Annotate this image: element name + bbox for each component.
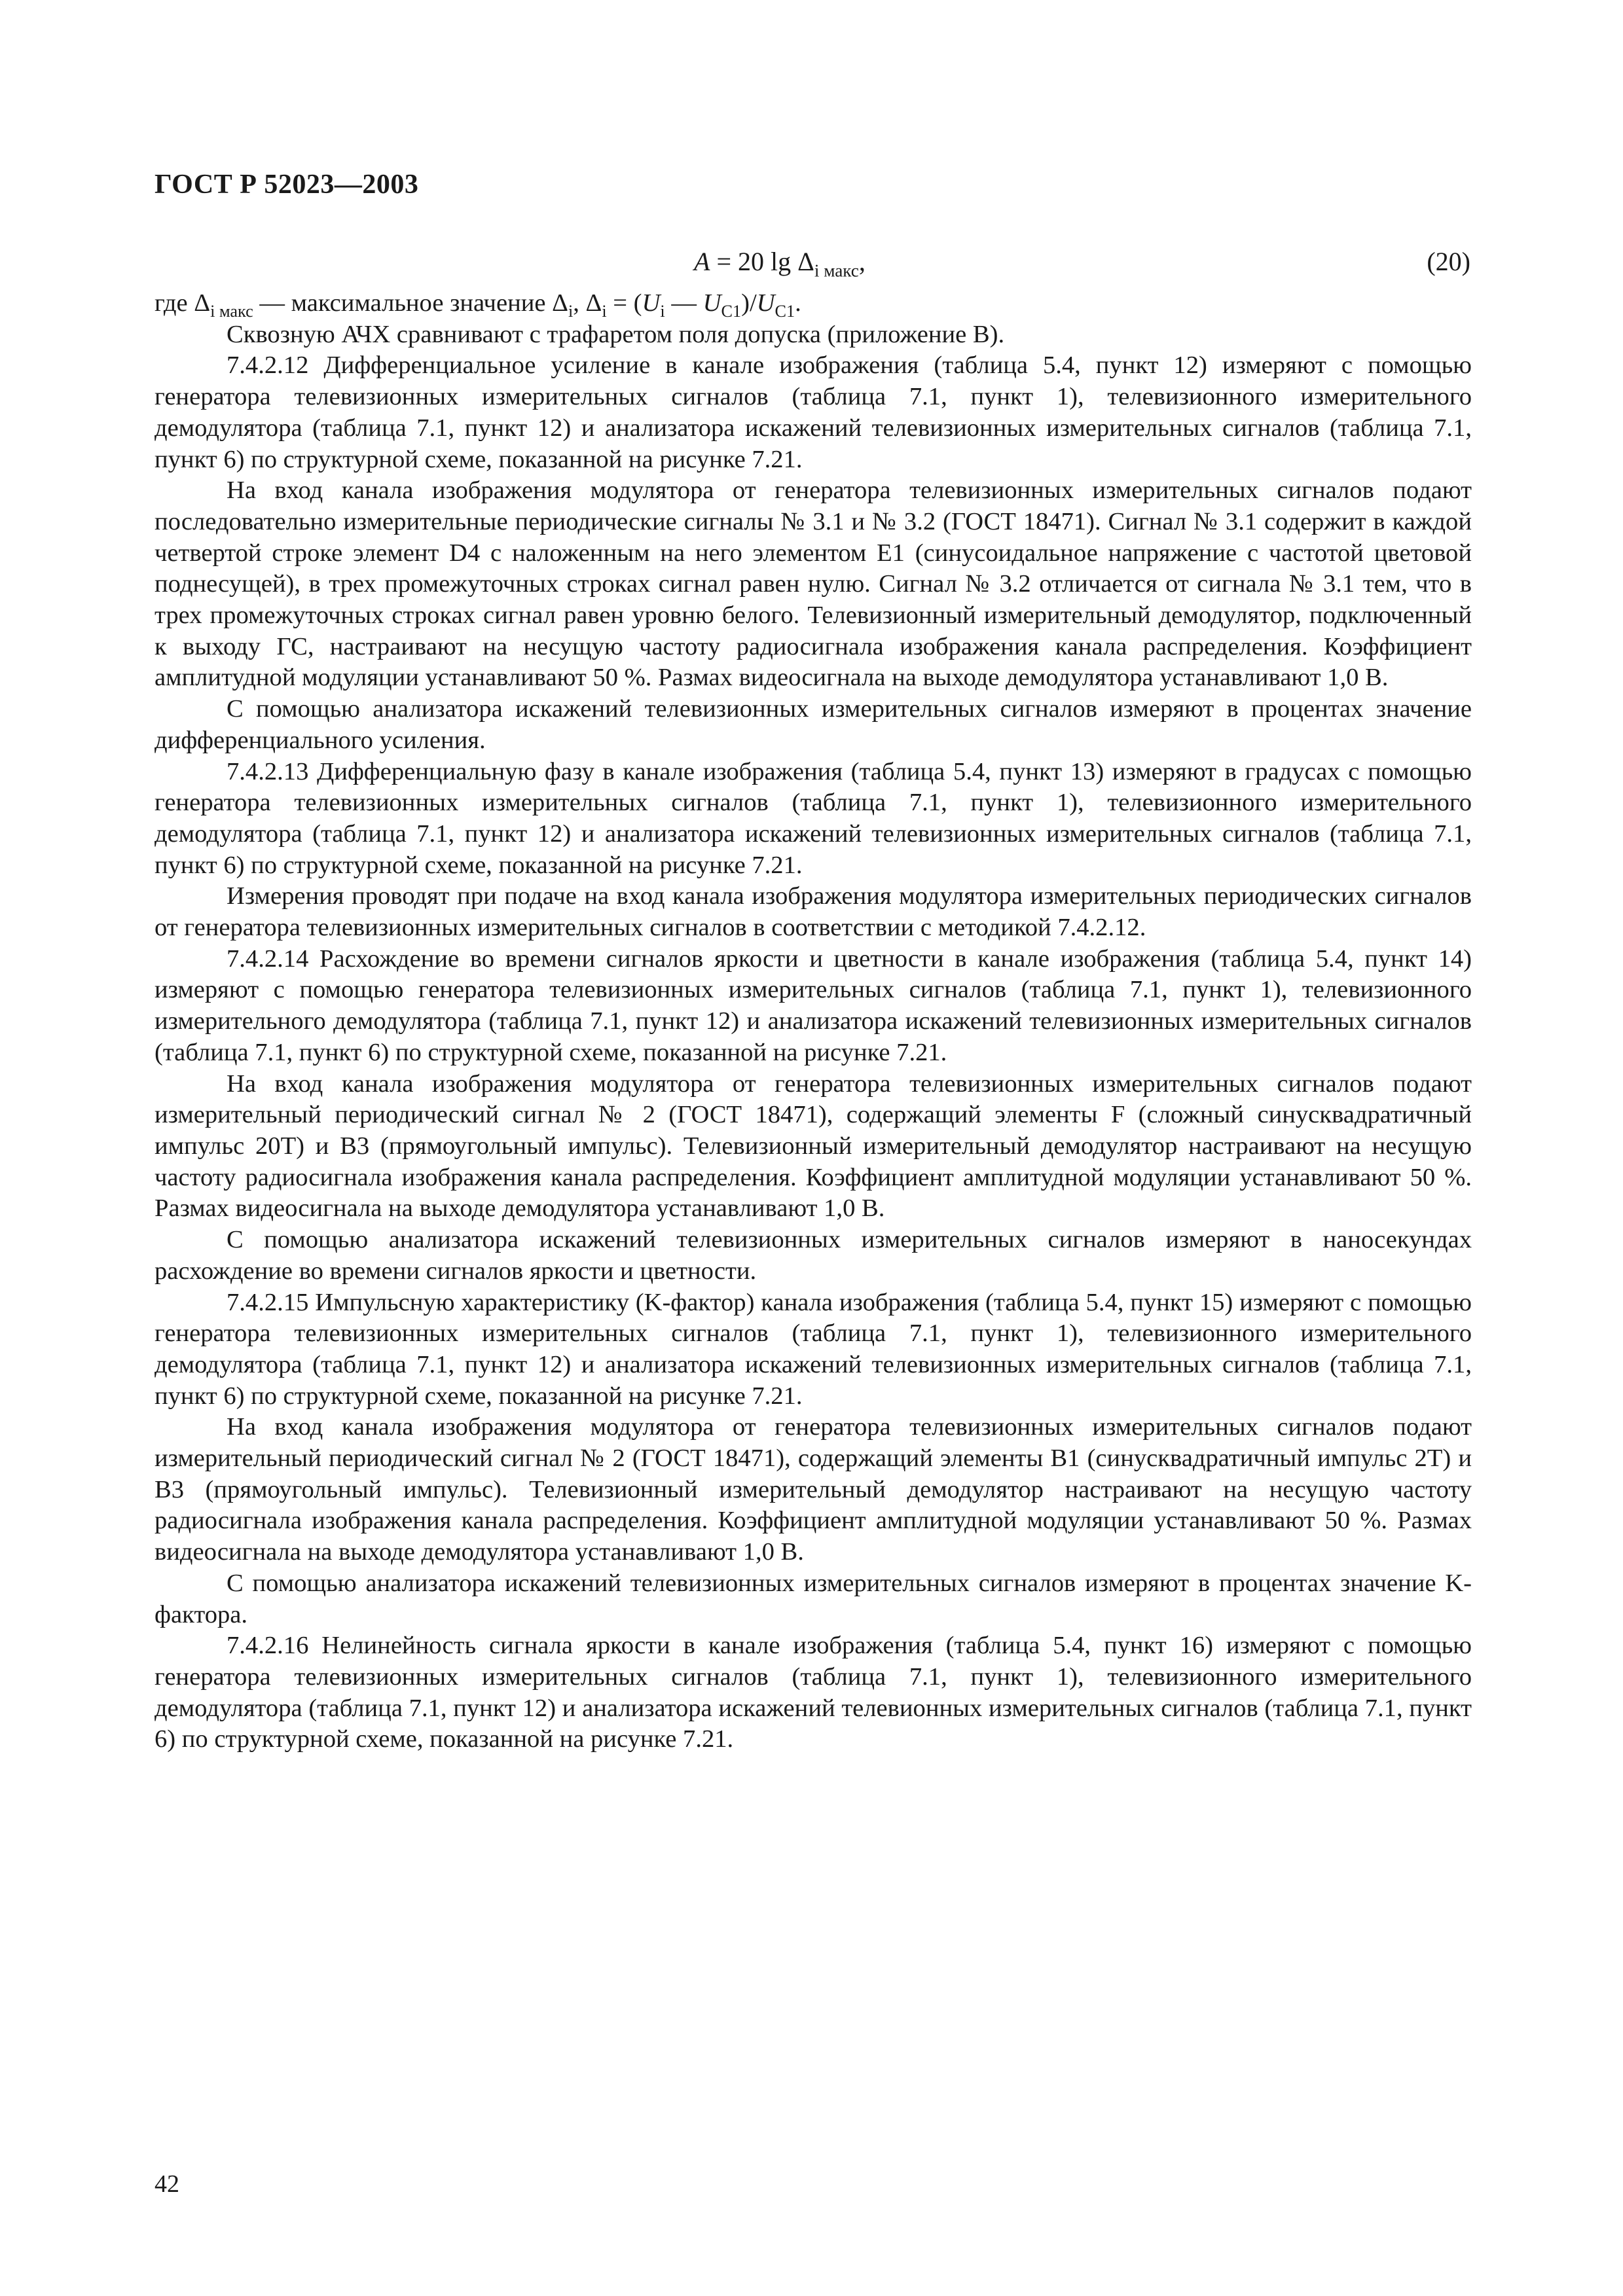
where-text: )/ — [741, 289, 757, 317]
where-sub: C1 — [775, 302, 795, 321]
paragraph-7-4-2-14: 7.4.2.14 Расхождение во времени сигналов яркости и цветности в канале изображения (таблица 5.4, пункт 14) измеряют с помощью генератора телевизионных измерительных сигналов (таблица 7.1, пункт 1), телевизионного измерительного демодулятора (таблица 7.1, пункт 12) и анализатора искажений телевизионных измерительных сигналов (таблица 7.1, пункт 6) по структурной схеме, показанной на рисунке 7.21. — [155, 944, 1472, 1066]
paragraph-7-4-2-15: 7.4.2.15 Импульсную характеристику (K-фактор) канала изображения (таблица 5.4, пункт 15) измеряют с помощью генератора телевизионных измерительных сигналов (таблица 7.1, пункт 1), телевизионного измерительного демодулятора (таблица 7.1, пункт 12) и анализатора искажений телевизионных измерительных сигналов (таблица 7.1, пункт 6) по структурной схеме, показанной на рисунке 7.21. — [155, 1288, 1472, 1410]
formula-lhs: A — [694, 247, 710, 276]
paragraph-7-4-2-12: 7.4.2.12 Дифференциальное усиление в канале изображения (таблица 5.4, пункт 12) измеряют с помощью генератора телевизионных измерительных сигналов (таблица 7.1, пункт 1), телевизионного измерительного демодулятора (таблица 7.1, пункт 12) и анализатора искажений телевизионных измерительных сигналов (таблица 7.1, пункт 6) по структурной схеме, показанной на рисунке 7.21. — [155, 351, 1472, 473]
paragraph: На вход канала изображения модулятора от генератора телевизионных измерительных сигналов подают измерительный периодический сигнал № 2 (ГОСТ 18471), содержащий элементы F (сложный синусквадратичный импульс 20Т) и В3 (прямоугольный импульс). Телевизионный измерительный демодулятор настраивают на несущую частоту радиосигнала изображения канала распределения. Коэффициент амплитудной модуляции устанавливают 50 %. Размах видеосигнала на выходе демодулятора устанавливают 1,0 В. — [155, 1069, 1472, 1223]
where-text: = ( — [606, 289, 642, 317]
formula-number: (20) — [1427, 247, 1470, 276]
where-sub: i — [568, 302, 574, 321]
where-text: , Δ — [573, 289, 602, 317]
where-text: — максимальное значение Δ — [253, 289, 568, 317]
where-sub: i макс — [210, 302, 253, 321]
paragraph: На вход канала изображения модулятора от генератора телевизионных измерительных сигналов подают измерительный периодический сигнал № 2 (ГОСТ 18471), содержащий элементы В1 (синусквадратичный импульс 2Т) и В3 (прямоугольный импульс). Телевизионный измерительный демодулятор настраивают на несущую частоту радиосигнала изображения канала распределения. Коэффициент амплитудной модуляции устанавливают 50 %. Размах видеосигнала на выходе демодулятора устанавливают 1,0 В. — [155, 1413, 1472, 1566]
formula-rhs-prefix: = 20 lg Δ — [710, 247, 814, 276]
paragraph: С помощью анализатора искажений телевизионных измерительных сигналов измеряют в процентах значение дифференциального усиления. — [155, 695, 1472, 754]
paragraph: Сквозную АЧХ сравнивают с трафаретом поля допуска (приложение В). — [227, 320, 1005, 348]
formula-rhs-suffix: , — [858, 247, 866, 276]
where-sub: i — [660, 302, 665, 321]
where-var: U — [642, 289, 661, 317]
page-number: 42 — [155, 2170, 179, 2198]
paragraph-7-4-2-16: 7.4.2.16 Нелинейность сигнала яркости в канале изображения (таблица 5.4, пункт 16) измеряют с помощью генератора телевизионных измерительных сигналов (таблица 7.1, пункт 1), телевизионного измерительного демодулятора (таблица 7.1, пункт 12) и анализатора искажений телевионных измерительных сигналов (таблица 7.1, пункт 6) по структурной схеме, показанной на рисунке 7.21. — [155, 1632, 1472, 1753]
where-sub: C1 — [721, 302, 742, 321]
where-text: где Δ — [155, 289, 211, 317]
paragraph: На вход канала изображения модулятора от генератора телевизионных измерительных сигналов подают последовательно измерительные периодические сигналы № 3.1 и № 3.2 (ГОСТ 18471). Сигнал № 3.1 содержит в каждой четвертой строке элемент D4 с наложенным на него элементом Е1 (синусоидальное напряжение с частотой цветовой поднесущей), в трех промежуточных строках сигнал равен нулю. Сигнал № 3.2 отличается от сигнала № 3.1 тем, что в трех промежуточных строках сигнал равен уровню белого. Телевизионный измерительный демодулятор, подключенный к выходу ГС, настраивают на несущую частоту радиосигнала изображения канала распределения. Коэффициент амплитудной модуляции устанавливают 50 %. Размах видеосигнала на выходе демодулятора устанавливают 1,0 В. — [155, 476, 1472, 692]
where-text: — — [665, 289, 703, 317]
where-var: U — [756, 289, 775, 317]
where-definition — [155, 288, 1472, 319]
paragraph-7-4-2-13: 7.4.2.13 Дифференциальную фазу в канале изображения (таблица 5.4, пункт 13) измеряют в градусах с помощью генератора телевизионных измерительных сигналов (таблица 7.1, пункт 1), телевизионного измерительного демодулятора (таблица 7.1, пункт 12) и анализатора искажений телевизионных измерительных сигналов (таблица 7.1, пункт 6) по структурной схеме, показанной на рисунке 7.21. — [155, 757, 1472, 879]
where-text: . — [795, 289, 801, 317]
where-var: U — [702, 289, 721, 317]
paragraph: С помощью анализатора искажений телевизионных измерительных сигналов измеряют в процентах значение K-фактора. — [155, 1569, 1472, 1628]
formula-rhs-sub: i макс — [814, 260, 859, 281]
where-sub: i — [602, 302, 607, 321]
paragraph: Измерения проводят при подаче на вход канала изображения модулятора измерительных периодических сигналов от генератора телевизионных измерительных сигналов в соответствии с методикой 7.4.2.12. — [155, 882, 1472, 942]
formula-20 — [694, 246, 866, 281]
document-body — [155, 288, 1472, 1755]
paragraph: С помощью анализатора искажений телевизионных измерительных сигналов измеряют в наносекундах расхождение во времени сигналов яркости и цветности. — [155, 1226, 1472, 1285]
document-standard-header: ГОСТ Р 52023—2003 — [155, 170, 419, 200]
